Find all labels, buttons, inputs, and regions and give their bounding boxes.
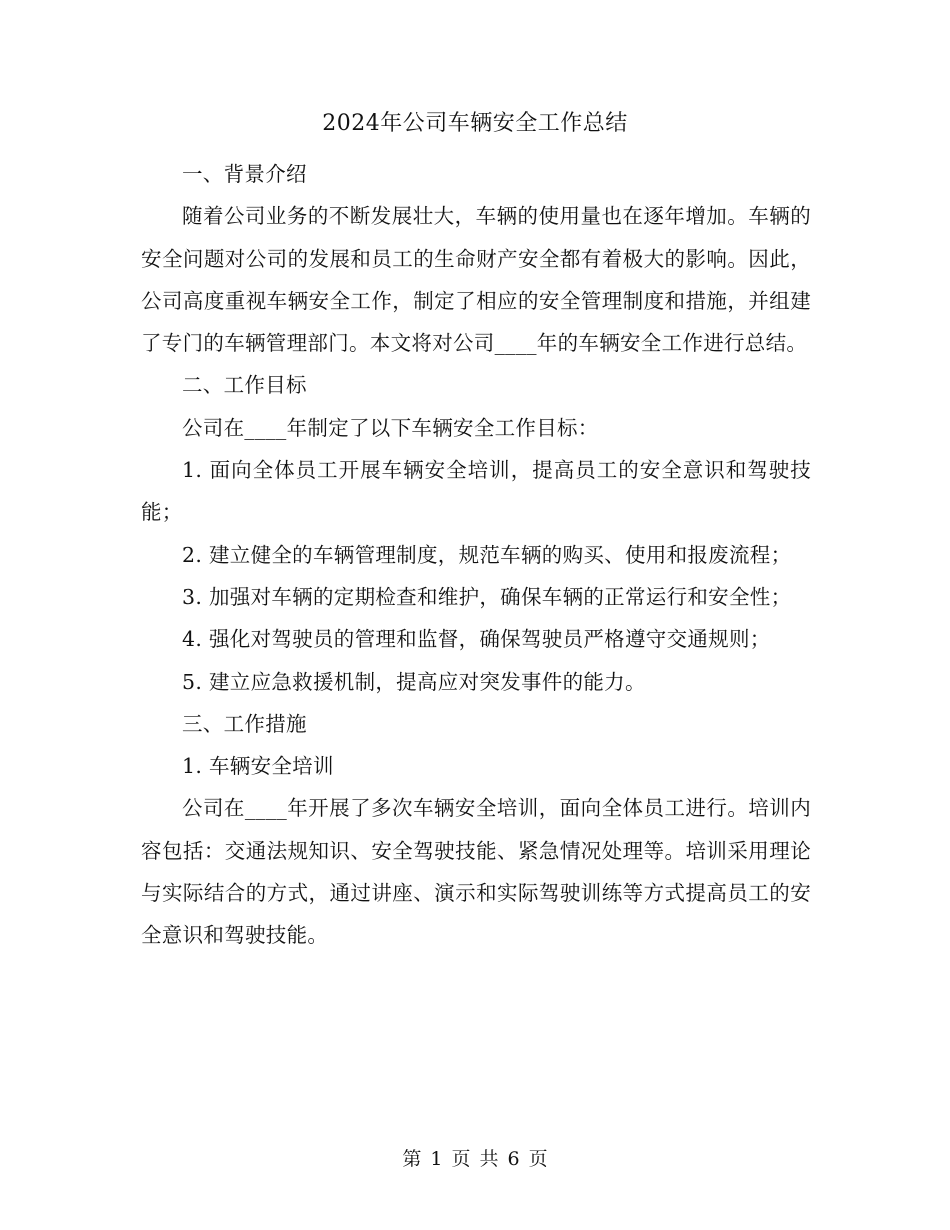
- document-title: 2024年公司车辆安全工作总结: [322, 111, 628, 136]
- section-heading-background: 一、背景介绍: [182, 162, 307, 186]
- goal-item-1: 1. 面向全体员工开展车辆安全培训，提高员工的安全意识和驾驶技能；: [141, 458, 811, 525]
- goal-item-3: 3. 加强对车辆的定期检查和维护，确保车辆的正常运行和安全性；: [182, 584, 792, 609]
- subsection-heading-training: 1. 车辆安全培训: [182, 754, 334, 779]
- goal-item-5: 5. 建立应急救援机制，提高应对突发事件的能力。: [182, 669, 646, 694]
- section-heading-measures: 三、工作措施: [182, 711, 307, 736]
- goal-item-2: 2. 建立健全的车辆管理制度，规范车辆的购买、使用和报废流程；: [182, 542, 792, 567]
- page-number-footer: 第 1 页 共 6 页: [402, 1148, 548, 1170]
- paragraph-training: 公司在____年开展了多次车辆安全培训，面向全体员工进行。培训内容包括：交通法规知识、安全驾驶技能、紧急情况处理等。培训采用理论与实际结合的方式，通过讲座、演示和实际驾驶训练等方式提高员工的安全意识和驾驶技能。: [141, 796, 811, 948]
- goal-item-4: 4. 强化对驾驶员的管理和监督，确保驾驶员严格遵守交通规则；: [182, 627, 771, 652]
- paragraph-background: 随着公司业务的不断发展壮大，车辆的使用量也在逐年增加。车辆的安全问题对公司的发展和员工的生命财产安全都有着极大的影响。因此，公司高度重视车辆安全工作，制定了相应的安全管理制度和措施，并组建了专门的车辆管理部门。本文将对公司____年的车辆安全工作进行总结。: [141, 204, 811, 356]
- section-heading-goals: 二、工作目标: [182, 373, 307, 398]
- document-body: [141, 153, 811, 957]
- paragraph-goals-intro: 公司在____年制定了以下车辆安全工作目标：: [182, 415, 599, 440]
